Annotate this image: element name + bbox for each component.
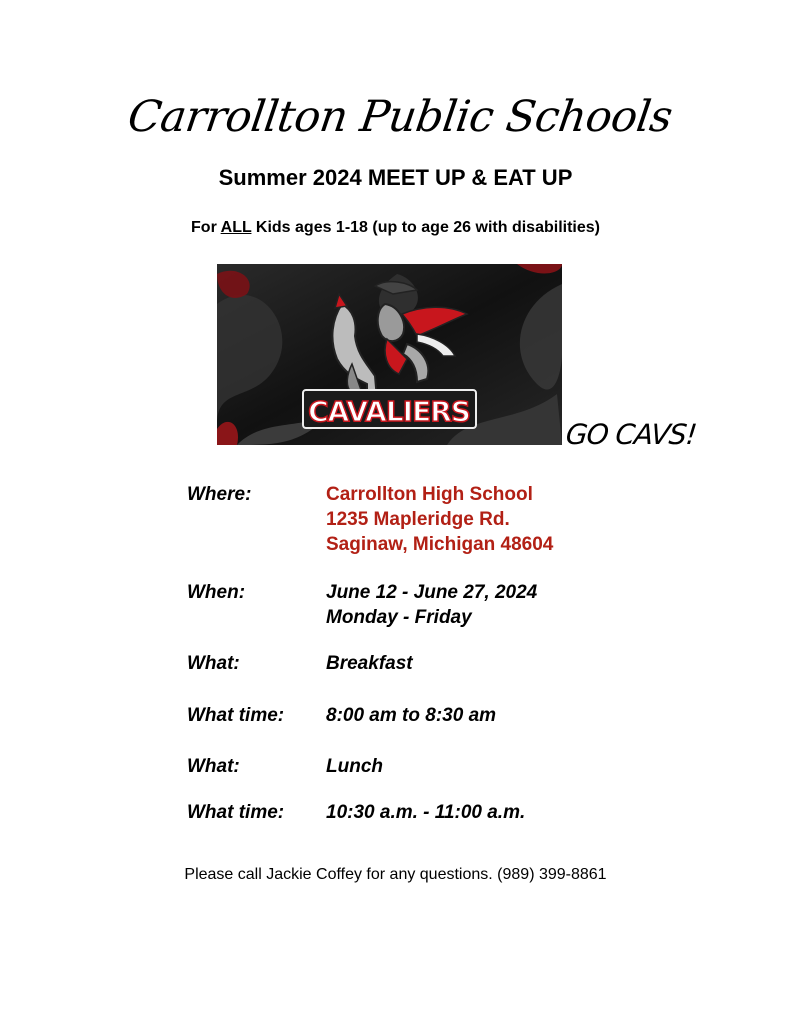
when-label: When: [187,582,246,603]
cavaliers-banner [217,264,562,445]
where-line-2: 1235 Mapleridge Rd. [326,509,510,530]
where-line-1: Carrollton High School [326,484,533,505]
breakfast-time-label: What time: [187,705,285,726]
audience-line [0,219,791,237]
event-title: Summer 2024 MEET UP & EAT UP [218,165,573,190]
lunch-time-value: 10:30 a.m. - 11:00 a.m. [326,802,526,823]
cavaliers-logo-graphic [217,264,562,445]
cheer-text: GO CAVS! [564,418,698,451]
lunch-value: Lunch [326,756,383,777]
when-line-1: June 12 - June 27, 2024 [326,582,538,603]
audience-prefix: For [191,219,221,236]
where-address [326,482,553,557]
breakfast-what-label: What: [187,653,240,674]
when-line-2: Monday - Friday [326,607,472,628]
organization-title: Carrollton Public Schools [124,92,676,142]
contact-line: Please call Jackie Coffey for any questions. (989) 399-8861 [184,866,607,883]
lunch-time-label: What time: [187,802,285,823]
breakfast-value: Breakfast [326,653,413,674]
where-line-3: Saginaw, Michigan 48604 [326,534,554,555]
logo-text: CAVALIERS [308,395,470,428]
lunch-what-label: What: [187,756,240,777]
breakfast-time-value: 8:00 am to 8:30 am [326,705,497,726]
when-dates [326,580,537,630]
audience-suffix: Kids ages 1-18 (up to age 26 with disabilities) [251,219,600,236]
audience-emphasis: ALL [220,219,252,236]
where-label: Where: [187,484,252,505]
